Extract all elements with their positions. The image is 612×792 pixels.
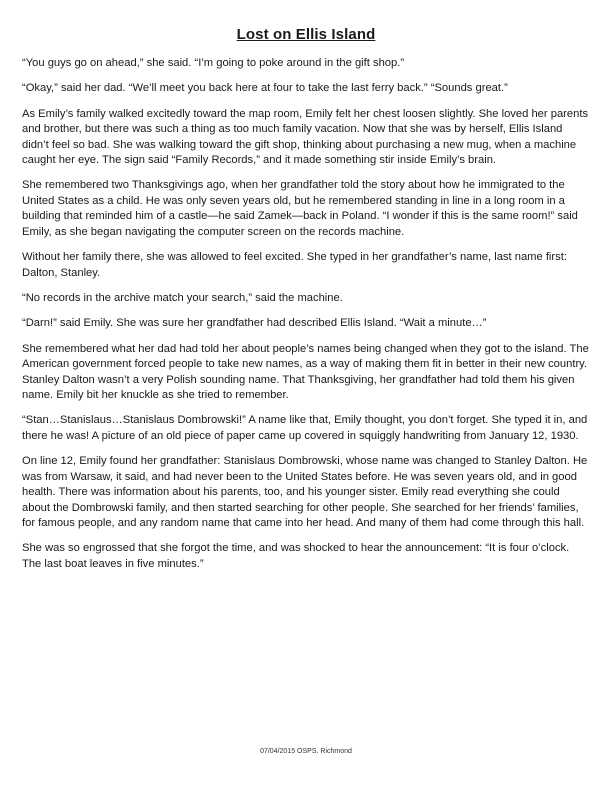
story-body (22, 56, 590, 582)
paragraph: Without her family there, she was allowed to feel excited. She typed in her grandfather’s name, last name first: Dalton, Stanley. (22, 251, 567, 279)
paragraph: “Stan…Stanislaus…Stanislaus Dombrowski!” A name like that, Emily thought, you don’t forget. She typed it in, and there he was! A picture of an old piece of paper came up covered in squiggly handwriting from January 12, 1930. (22, 414, 588, 442)
page-footer: 07/04/2015 OSPS. Richmond (260, 748, 352, 755)
paragraph: “Okay,” said her dad. “We’ll meet you back here at four to take the last ferry back.” “Sounds great.” (22, 82, 508, 95)
page-title: Lost on Ellis Island (236, 26, 376, 43)
paragraph: “You guys go on ahead,” she said. “I’m going to poke around in the gift shop.” (22, 57, 405, 69)
paragraph: She remembered what her dad had told her about people’s names being changed when they got to the island. The American government forced people to take new names, as a way of making them fit in better in their new country. Stanley Dalton wasn’t a very Polish sounding name. That Thanksgiving, her grandfather had told them his given name. Emily bit her knuckle as she tried to remember. (22, 342, 589, 402)
paragraph: On line 12, Emily found her grandfather: Stanislaus Dombrowski, whose name was changed to Stanley Dalton. He was from Warsaw, it said, and had never been to the United States before. He was seven years old, and in good health. There was information about his parents, too, and his younger sister. Emily read everything she could about the Dombrowski family, and then started searching for other people. She searched for her friends’ families, for famous people, and any random name that came into her head. And many of them had come through this hall. (22, 455, 588, 530)
paragraph: She was so engrossed that she forgot the time, and was shocked to hear the announcement: “It is four o’clock. The last boat leaves in five minutes.” (22, 542, 570, 570)
paragraph: “No records in the archive match your search,” said the machine. (22, 291, 343, 304)
paragraph: “Darn!” said Emily. She was sure her grandfather had described Ellis Island. “Wait a minute…” (22, 317, 487, 330)
paragraph: She remembered two Thanksgivings ago, when her grandfather told the story about how he immigrated to the United States as a child. He was only seven years old, but he remembered standing in line in a long room in a building that reminded him of a castle—he said Zamek—back in Poland. “I wonder if this is the same room!” said Emily, as she began navigating the computer screen on the records machine. (22, 179, 578, 238)
paragraph: As Emily’s family walked excitedly toward the map room, Emily felt her chest loosen slightly. She loved her parents and brother, but there was such a thing as too much family vacation. Now that she was by herself, Ellis Island didn’t feel so bad. She was walking toward the gift shop, thinking about purchasing a new mug, when a machine caught her eye. The sign said “Family Records,” and it made something stir inside Emily’s brain. (22, 107, 589, 167)
